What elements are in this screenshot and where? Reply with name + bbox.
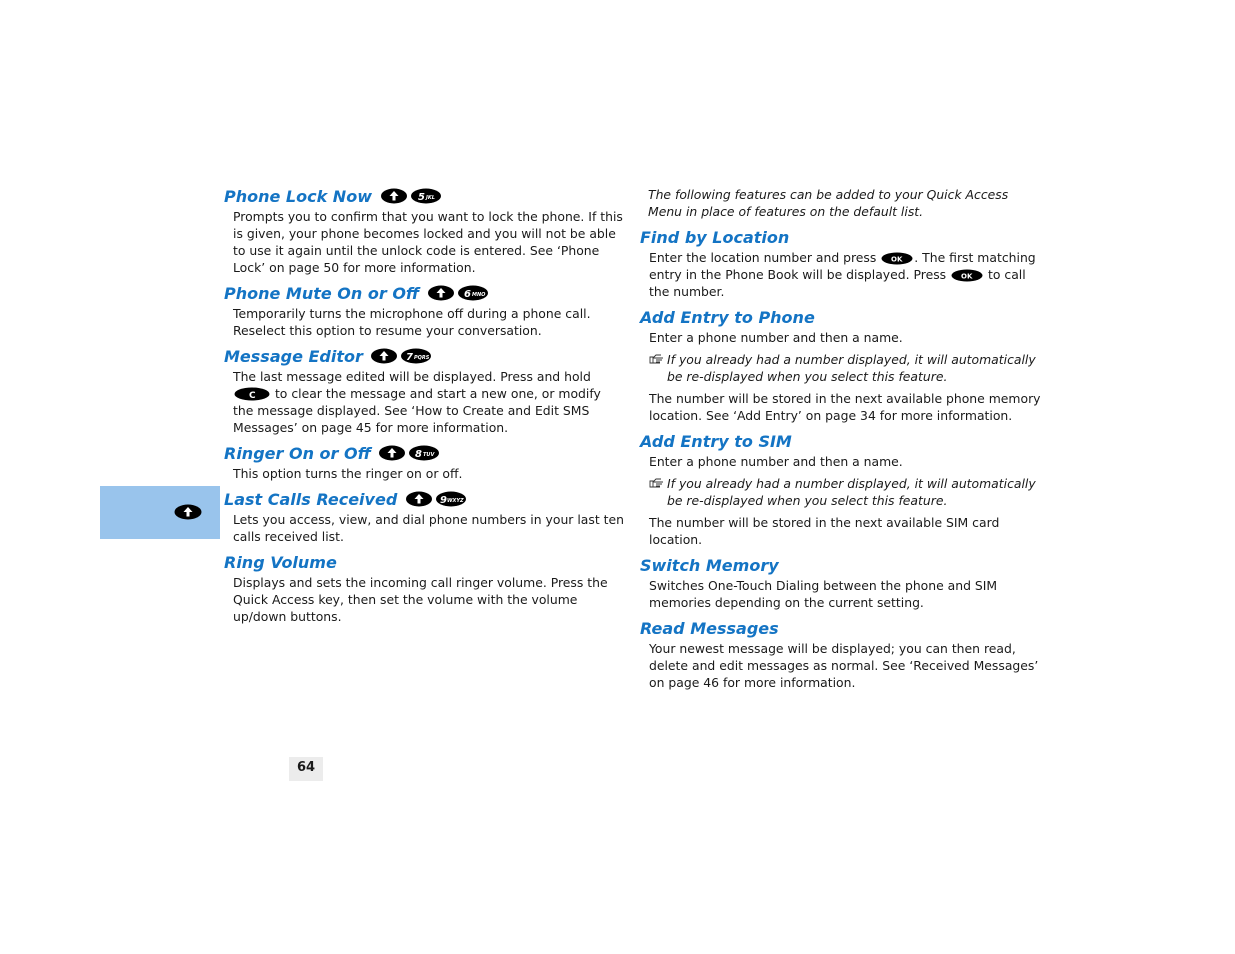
add-entry-phone-title: Add Entry to Phone bbox=[640, 308, 815, 327]
ringer-body: This option turns the ringer on or off. bbox=[233, 466, 463, 481]
section-phone-mute bbox=[224, 283, 624, 339]
phone-lock-key-icons bbox=[380, 188, 442, 204]
section-title-wrap bbox=[224, 283, 624, 305]
message-editor-body-before: The last message edited will be displayed. Press and hold bbox=[233, 369, 591, 384]
key-6-icon bbox=[458, 286, 488, 301]
c-key-icon bbox=[234, 387, 270, 401]
read-messages-title: Read Messages bbox=[640, 619, 779, 638]
phone-mute-title: Phone Mute On or Off bbox=[224, 284, 420, 303]
left-column bbox=[224, 186, 624, 625]
section-add-entry-sim bbox=[640, 431, 1042, 548]
svg-text:5: 5 bbox=[417, 192, 425, 203]
last-calls-body: Lets you access, view, and dial phone numbers in your last ten calls received list. bbox=[233, 512, 624, 544]
key-5-icon bbox=[411, 189, 441, 204]
find-by-location-body-3: to call the number. bbox=[649, 267, 1026, 299]
quick-access-key-icon bbox=[379, 446, 405, 461]
pointing-hand-icon bbox=[649, 354, 665, 364]
svg-text:TUV: TUV bbox=[423, 452, 435, 458]
quick-access-key-icon bbox=[406, 492, 432, 507]
section-phone-lock bbox=[224, 186, 624, 276]
message-editor-body-after: to clear the message and start a new one, or modify the message displayed. See ‘How to Create and Edit SMS Messages’ on page 45 for more information. bbox=[233, 386, 601, 435]
add-entry-phone-body2: The number will be stored in the next available phone memory location. See ‘Add Entry’ on page 34 for more information. bbox=[649, 391, 1041, 423]
svg-text:OK: OK bbox=[891, 255, 903, 264]
key-8-icon bbox=[409, 446, 439, 461]
message-editor-key-icons bbox=[370, 348, 432, 364]
quick-access-key-icon bbox=[428, 286, 454, 301]
svg-text:JKL: JKL bbox=[425, 195, 435, 201]
ok-key-icon bbox=[881, 252, 913, 265]
ring-volume-body: Displays and sets the incoming call ringer volume. Press the Quick Access key, then set the volume with the volume up/down buttons. bbox=[233, 575, 608, 624]
ring-volume-title: Ring Volume bbox=[224, 553, 337, 572]
read-messages-body: Your newest message will be displayed; you can then read, delete and edit messages as normal. See ‘Received Messages’ on page 46 for more information. bbox=[649, 641, 1039, 690]
ringer-key-icons bbox=[378, 445, 440, 461]
section-switch-memory bbox=[640, 555, 1042, 611]
phone-mute-body: Temporarily turns the microphone off during a phone call. Reselect this option to resume your conversation. bbox=[233, 306, 591, 338]
svg-text:MNO: MNO bbox=[471, 292, 486, 298]
find-by-location-body-2: . The first matching entry in the Phone Book will be displayed. Press bbox=[649, 250, 1036, 282]
svg-text:7: 7 bbox=[406, 352, 414, 363]
section-find-by-location bbox=[640, 227, 1042, 300]
section-ringer bbox=[224, 443, 624, 482]
message-editor-title: Message Editor bbox=[224, 347, 363, 366]
key-7-icon bbox=[401, 349, 431, 364]
section-title-wrap bbox=[224, 346, 624, 368]
svg-text:PQRS: PQRS bbox=[414, 355, 430, 361]
add-entry-sim-note-text: If you already had a number displayed, it will automatically be re-displayed when you select this feature. bbox=[667, 476, 1036, 508]
section-title-wrap bbox=[224, 443, 624, 465]
last-calls-title: Last Calls Received bbox=[224, 490, 398, 509]
section-title-wrap bbox=[224, 489, 624, 511]
phone-lock-body: Prompts you to confirm that you want to lock the phone. If this is given, your phone becomes locked and you will not be able to use it again until the unlock code is entered. See ‘Phone Lock’ on page 50 for more information. bbox=[233, 209, 623, 275]
section-read-messages bbox=[640, 618, 1042, 691]
add-entry-sim-body2: The number will be stored in the next available SIM card location. bbox=[649, 515, 1000, 547]
page-number: 64 bbox=[289, 757, 323, 781]
message-editor-body bbox=[233, 368, 624, 436]
quick-access-key-icon bbox=[381, 189, 407, 204]
phone-lock-title: Phone Lock Now bbox=[224, 187, 372, 206]
add-entry-phone-note-text: If you already had a number displayed, it will automatically be re-displayed when you select this feature. bbox=[667, 352, 1036, 384]
quick-access-intro: The following features can be added to your Quick Access Menu in place of features on the default list. bbox=[648, 187, 1009, 219]
key-9-icon bbox=[436, 492, 466, 507]
section-title-wrap bbox=[224, 186, 624, 208]
right-column bbox=[640, 186, 1042, 691]
svg-text:9: 9 bbox=[439, 495, 447, 506]
switch-memory-title: Switch Memory bbox=[640, 556, 779, 575]
ringer-title: Ringer On or Off bbox=[224, 444, 371, 463]
pointing-hand-icon bbox=[649, 478, 665, 488]
svg-text:WXYZ: WXYZ bbox=[446, 498, 464, 504]
add-entry-sim-body: Enter a phone number and then a name. bbox=[649, 454, 903, 469]
add-entry-phone-body: Enter a phone number and then a name. bbox=[649, 330, 903, 345]
svg-text:8: 8 bbox=[415, 449, 423, 460]
quick-access-icon bbox=[174, 504, 202, 520]
add-entry-phone-note bbox=[649, 351, 1042, 385]
svg-text:OK: OK bbox=[961, 272, 973, 281]
add-entry-sim-title: Add Entry to SIM bbox=[640, 432, 792, 451]
find-by-location-title: Find by Location bbox=[640, 228, 790, 247]
find-by-location-body-1: Enter the location number and press bbox=[649, 250, 877, 265]
svg-text:C: C bbox=[249, 391, 256, 401]
find-by-location-body bbox=[649, 249, 1042, 300]
add-entry-sim-note bbox=[649, 475, 1042, 509]
section-last-calls bbox=[224, 489, 624, 545]
svg-text:6: 6 bbox=[463, 289, 471, 300]
quick-access-key-icon bbox=[371, 349, 397, 364]
switch-memory-body: Switches One-Touch Dialing between the phone and SIM memories depending on the current setting. bbox=[649, 578, 998, 610]
section-add-entry-phone bbox=[640, 307, 1042, 424]
quick-access-side-tab bbox=[100, 486, 220, 539]
section-message-editor bbox=[224, 346, 624, 436]
section-ring-volume bbox=[224, 552, 624, 625]
phone-mute-key-icons bbox=[427, 285, 489, 301]
last-calls-key-icons bbox=[405, 491, 467, 507]
ok-key-icon bbox=[951, 269, 983, 282]
